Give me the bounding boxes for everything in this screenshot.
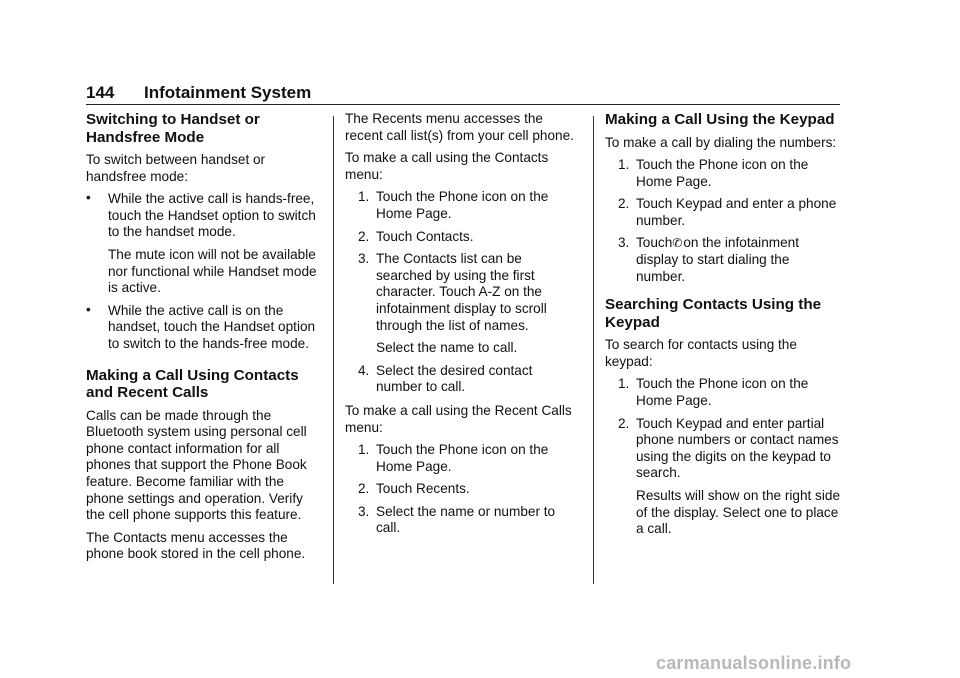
- contacts-steps-list: [345, 189, 581, 396]
- heading-switching-mode: Switching to Handset or Handsfree Mode: [86, 111, 260, 146]
- heading-searching-contacts: Searching Contacts Using the Keypad: [605, 296, 822, 331]
- list-item: [605, 376, 841, 409]
- step-text: Touch the Phone icon on the Home Page.: [636, 157, 809, 189]
- bullet-text: While the active call is hands-free, touch the Handset option to switch to the handset mode.: [108, 191, 316, 240]
- step-text: Select the desired contact number to call.: [376, 362, 533, 395]
- list-item: [345, 251, 581, 357]
- watermark: carmanualsonline.info: [656, 653, 852, 673]
- bullet-item: [86, 191, 322, 241]
- step-text: Select the name or number to call.: [376, 503, 556, 536]
- list-item: [345, 442, 581, 475]
- step-number: 4.: [358, 362, 370, 378]
- step-text: Touch Recents.: [376, 481, 470, 497]
- step-text: Touch the Phone icon on the Home Page.: [376, 189, 549, 221]
- bullet-mark: •: [86, 301, 91, 317]
- step-note: Results will show on the right side of the display. Select one to place a call.: [636, 488, 840, 537]
- step-number: 1.: [358, 442, 370, 458]
- step-text: Touch the Phone icon on the Home Page.: [376, 442, 549, 474]
- list-item: [345, 504, 581, 537]
- column-1: [86, 111, 322, 569]
- page-number: 144: [86, 83, 115, 102]
- paragraph: To make a call by dialing the numbers:: [605, 134, 837, 150]
- step-text: Touch Keypad and enter partial phone numbers or contact names using the digits on the keypad to search.: [636, 415, 839, 481]
- column-divider: [333, 116, 334, 584]
- keypad-call-steps-list: [605, 157, 841, 285]
- list-item: [605, 196, 841, 229]
- bullet-note: The mute icon will not be available nor functional while Handset mode is active.: [108, 246, 317, 296]
- heading-making-call-contacts: Making a Call Using Contacts and Recent Calls: [86, 366, 299, 402]
- paragraph: To make a call using the Recent Calls menu:: [345, 402, 572, 435]
- list-item: [605, 235, 841, 285]
- step-number: 1.: [618, 157, 630, 173]
- step-text: Touch Keypad and enter a phone number.: [636, 196, 837, 228]
- column-2: [345, 111, 581, 544]
- header-rule: [86, 104, 840, 105]
- step-number: 3.: [358, 503, 370, 519]
- paragraph: To make a call using the Contacts menu:: [345, 150, 549, 182]
- list-item: [345, 481, 581, 498]
- step-text: on the infotainment display to start dialing the number.: [636, 235, 799, 284]
- paragraph: Calls can be made through the Bluetooth system using personal cell phone contact information for all phones that support the Phone Book feature. Become familiar with the phone settings and operation. Verify the cell phone supports this feature.: [86, 407, 307, 523]
- recent-steps-list: [345, 442, 581, 537]
- step-number: 3.: [358, 251, 370, 267]
- section-title: Infotainment System: [144, 83, 312, 102]
- paragraph: To search for contacts using the keypad:: [605, 337, 797, 369]
- search-steps-list: [605, 376, 841, 537]
- list-item: [605, 416, 841, 538]
- bullet-mark: •: [86, 190, 91, 206]
- list-item: [605, 157, 841, 190]
- paragraph: The Contacts menu accesses the phone book stored in the cell phone.: [86, 529, 306, 562]
- step-text: Touch Contacts.: [376, 228, 474, 244]
- heading-making-call-keypad: Making a Call Using the Keypad: [605, 111, 835, 128]
- step-number: 1.: [358, 189, 370, 205]
- list-item: [345, 189, 581, 222]
- list-item: [345, 229, 581, 246]
- step-note: Select the name to call.: [376, 340, 518, 356]
- step-number: 2.: [618, 415, 630, 431]
- bullet-text: While the active call is on the handset, touch the Handset option to switch to the hands-free mode.: [108, 302, 316, 351]
- page-header: [86, 83, 840, 103]
- step-number: 1.: [618, 376, 630, 392]
- bullet-item: [86, 303, 322, 353]
- step-text: The Contacts list can be searched by using the first character. Touch A-Z on the infotainment display to scroll through the list of names.: [376, 251, 547, 333]
- column-divider: [593, 116, 594, 584]
- phone-icon: ✆: [672, 236, 683, 251]
- step-number: 3.: [618, 235, 630, 251]
- step-number: 2.: [358, 228, 370, 244]
- step-text: Touch: [636, 235, 673, 251]
- step-text: Touch the Phone icon on the Home Page.: [636, 376, 809, 409]
- paragraph: The Recents menu accesses the recent call list(s) from your cell phone.: [345, 111, 574, 143]
- step-number: 2.: [618, 196, 630, 212]
- paragraph: To switch between handset or handsfree mode:: [86, 152, 266, 184]
- column-3: [605, 111, 841, 545]
- step-number: 2.: [358, 481, 370, 497]
- list-item: [345, 363, 581, 396]
